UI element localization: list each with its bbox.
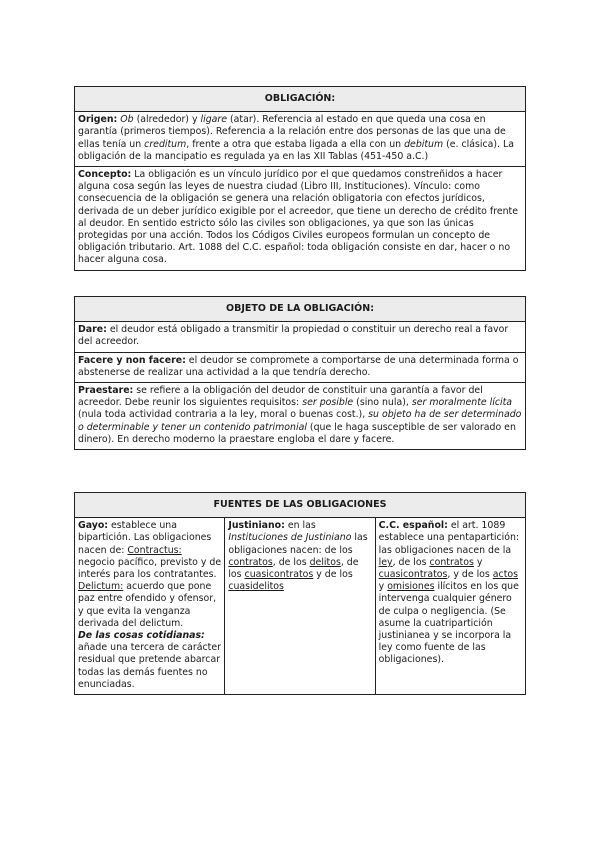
term-contratos: contratos (228, 556, 273, 568)
text-run: (atar). Referencia al estado en que queda una cosa en garantía (primeros tiempos). Referencia a la relación entre dos personas de las que una de ellas tenía un (78, 114, 506, 150)
text-run: acuerdo que pone paz entre ofendido y ofensor, y que evita la venganza derivada del delictum. (78, 581, 217, 629)
term-posible: ser posible (302, 397, 354, 409)
facere-cell (75, 352, 526, 382)
text-run: (que le haga susceptible de ser valorado en dinero). En derecho moderno la praestare engloba el dare y facere. (78, 421, 516, 445)
fuentes-title: FUENTES DE LAS OBLIGACIONES (75, 493, 526, 518)
origen-cell (75, 112, 526, 167)
concepto-label: Concepto: (78, 169, 132, 181)
term-ob: Ob (120, 114, 134, 126)
term-ligare: ligare (200, 114, 228, 126)
text-run: y de los (313, 569, 353, 581)
text-run: , frente a otra que estaba ligada a ella con un (186, 138, 405, 150)
term-contratos: contratos (429, 556, 474, 568)
origen-label: Origen: (78, 114, 118, 126)
term-ley: ley (378, 556, 393, 568)
dare-cell (75, 322, 526, 352)
objeto-title: OBJETO DE LA OBLIGACIÓN: (75, 297, 526, 322)
text-run: ilícitos en los que intervenga cualquier género de culpa o negligencia. (Se asume la cuatripartición justinianea y se incorpora la ley como fuente de las obligaciones). (378, 581, 519, 666)
justiniano-cell (225, 518, 375, 695)
text-run: , y de los (447, 569, 493, 581)
justiniano-label: Justiniano: (228, 520, 285, 532)
term-debitum: debitum (404, 138, 444, 150)
text-run: (sino nula), (353, 397, 412, 409)
dare-text: el deudor está obligado a transmitir la propiedad o constituir un derecho real a favor del acreedor. (78, 324, 509, 348)
term-creditum: creditum (144, 138, 187, 150)
obligacion-table (74, 86, 526, 271)
text-run: añade una tercera de carácter residual que pretende abarcar todas las demás fuentes no enunciadas. (78, 642, 221, 690)
concepto-text: La obligación es un vínculo jurídico por el que quedamos constreñidos a hacer alguna cosa según las leyes de nuestra ciudad (Libro III, Instituciones). Vínculo: como consecuencia de la obligación se genera una relación obligatoria con efectos jurídicos, derivada de un deber jurídico exigible por el acreedor, que tiene un derecho de crédito frente al deudor. En sentido estricto sólo las civiles son obligaciones, ya que son las únicas protegidas por una acción. Todos los Códigos Civiles europeos formulan un concepto de obligación tributario. Art. 1088 del C.C. español: toda obligación consiste en dar, hacer o no hacer alguna cosa. (78, 169, 518, 266)
text-run: y (378, 581, 388, 593)
term-cuasidelitos: cuasidelitos (228, 581, 284, 593)
text-run: (nula toda actividad contraria a la ley, moral o buenas cost.), (78, 409, 369, 421)
term-cotidianas: De las cosas cotidianas: (78, 630, 205, 642)
praestare-label: Praestare: (78, 385, 134, 397)
text-run: el art. 1089 establece una pentapartición: las obligaciones nacen de la (378, 520, 520, 556)
facere-label: Facere y non facere: (78, 354, 186, 366)
facere-text: el deudor se compromete a comportarse de una determinada forma o abstenerse de realizar una actividad a la que tendría derecho. (78, 354, 519, 378)
term-omisiones: omisiones (387, 581, 435, 593)
cc-cell (375, 518, 525, 695)
text-run: (alrededor) y (133, 114, 201, 126)
text-run: y (473, 556, 483, 568)
praestare-cell (75, 383, 526, 450)
text-run: negocio pacífico, previsto y de interés para los contratantes. (78, 556, 222, 581)
term-instituciones: Instituciones de Justiniano (228, 532, 352, 544)
text-run: , de los (228, 556, 359, 581)
text-run: , de los (392, 556, 430, 568)
objeto-table (74, 296, 526, 450)
fuentes-table (74, 492, 526, 695)
dare-label: Dare: (78, 324, 107, 336)
term-contractus: Contractus: (127, 544, 182, 556)
term-cuasicontratos: cuasicontratos (244, 569, 314, 581)
term-cuasicontratos: cuasicontratos (378, 569, 448, 581)
concepto-cell (75, 167, 526, 271)
term-actos: actos (492, 569, 518, 581)
term-determinado: su objeto ha de ser determinado o determinable y tener un contenido patrimonial (78, 409, 522, 433)
gayo-cell (75, 518, 225, 695)
text-run: en las (284, 520, 316, 532)
obligacion-title: OBLIGACIÓN: (75, 87, 526, 112)
text-run: establece una bipartición. Las obligaciones nacen de: (78, 520, 212, 556)
term-licita: ser moralmente lícita (411, 397, 513, 409)
term-delitos: delitos (309, 556, 341, 568)
text-run: se refiere a la obligación del deudor de constituir una garantía a favor del acreedor. Debe reunir los siguientes requisitos: (78, 385, 483, 409)
text-run: (e. clásica). La obligación de la mancipatio es regulada ya en las XII Tablas (451-450 a.C.) (78, 138, 514, 162)
cc-label: C.C. español: (378, 520, 448, 532)
term-delictum: Delictum: (78, 581, 124, 593)
text-run: , de los (272, 556, 310, 568)
text-run: las obligaciones nacen: de los (228, 532, 368, 556)
gayo-label: Gayo: (78, 520, 109, 532)
